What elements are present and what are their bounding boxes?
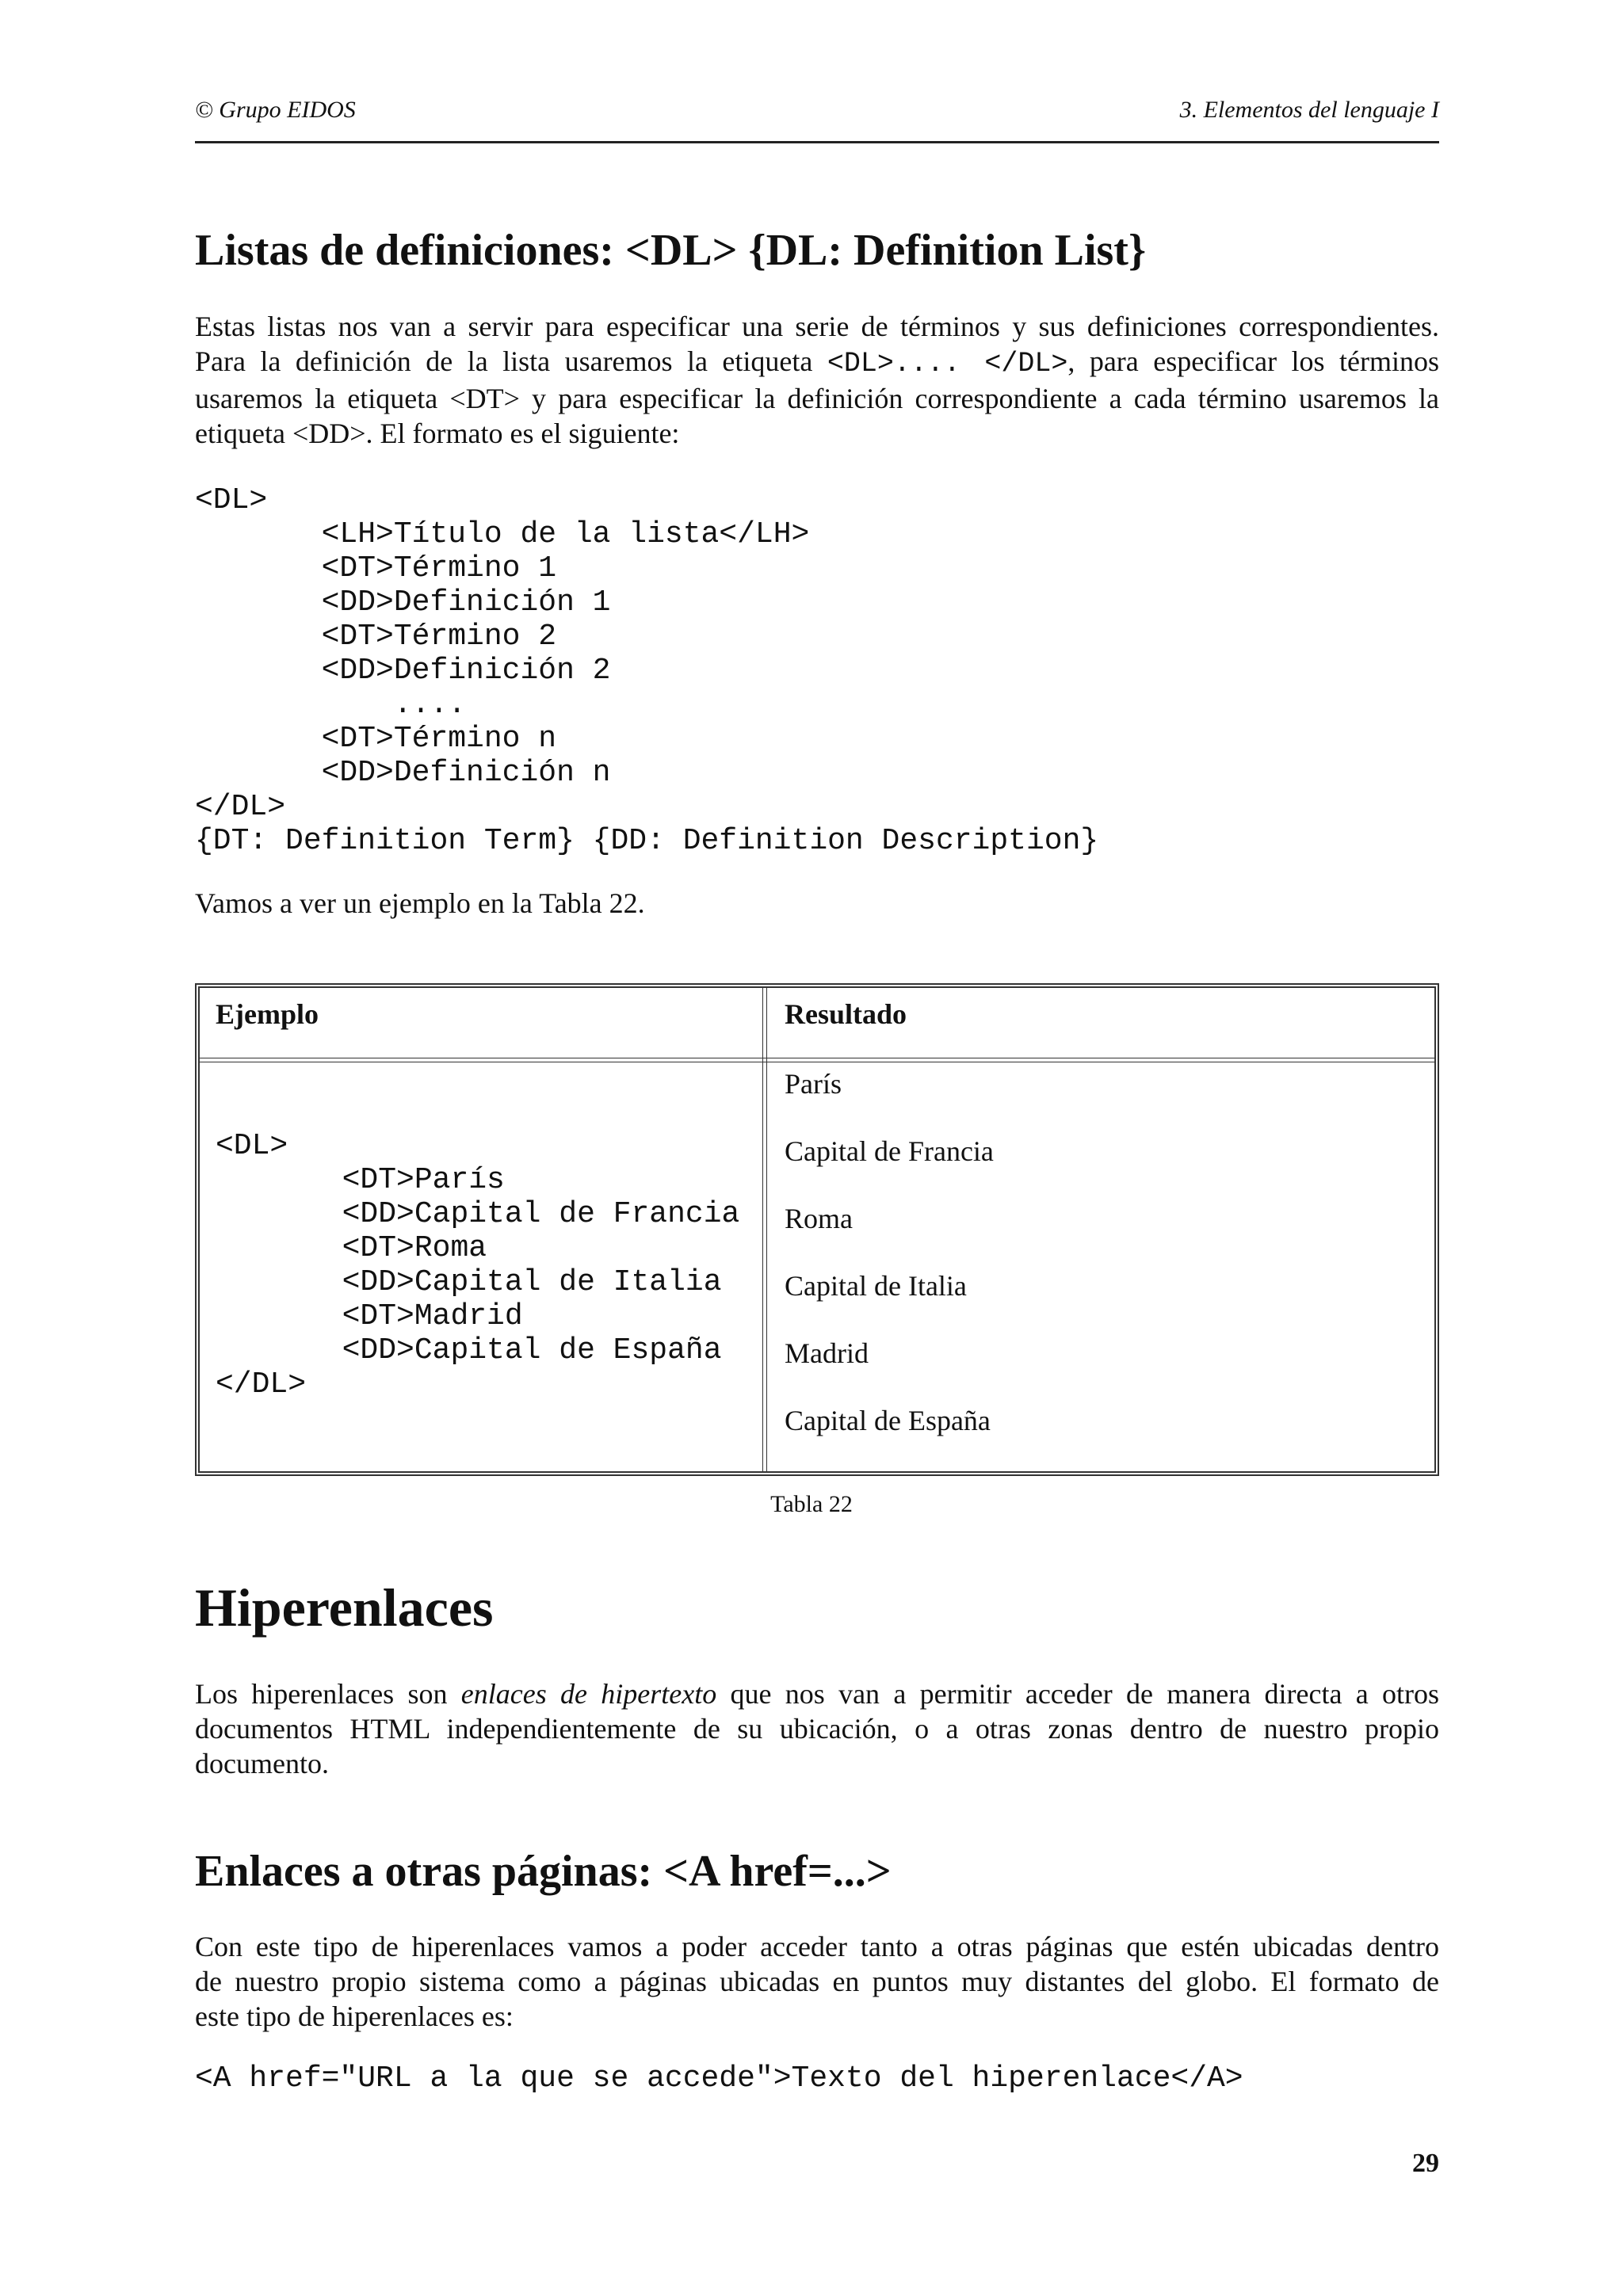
paragraph-text: , para especificar los términos — [1067, 345, 1439, 377]
dl-format-code: <DL> <LH>Título de la lista</LH> <DT>Término 1 <DD>Definición 1 <DT>Término 2 <DD>Definición 2 .... <DT>Término n <DD>Definición n </DL> {DT: Definition Term} {DD: Definition Description} — [195, 483, 1099, 858]
paragraph-line: este tipo de hiperenlaces es: — [195, 2000, 514, 2032]
paragraph-line: Estas listas nos van a servir para especificar una serie de términos y sus definiciones correspondientes. — [195, 311, 1439, 342]
paragraph-text: Para la definición de la lista usaremos la etiqueta — [195, 345, 827, 377]
paragraph-line: etiqueta <DD>. El formato es el siguiente: — [195, 418, 680, 449]
header-chapter: 3. Elementos del lenguaje I — [1179, 97, 1439, 123]
paragraph-line: de nuestro propio sistema como a páginas ubicadas en puntos muy distantes del globo. El formato de — [195, 1966, 1439, 1997]
inline-code: <DL>.... </DL> — [827, 348, 1068, 379]
result-term: París — [785, 1068, 842, 1100]
result-definition: Capital de España — [785, 1405, 991, 1436]
result-definition: Capital de Francia — [785, 1135, 994, 1167]
table-header-example: Ejemplo — [216, 998, 319, 1030]
links-paragraph — [195, 1929, 1439, 2034]
table-example-code: <DL> <DT>París <DD>Capital de Francia <DT>Roma <DD>Capital de Italia <DT>Madrid <DD>Capital de España </DL> — [216, 1129, 740, 1402]
table-result-list — [785, 1067, 994, 1471]
table-caption: Tabla 22 — [770, 1491, 853, 1517]
paragraph-line: documento. — [195, 1748, 329, 1779]
paragraph-line: usaremos la etiqueta <DT> y para especificar la definición correspondiente a cada término usaremos la — [195, 383, 1439, 414]
paragraph-line — [195, 1676, 1439, 1711]
paragraph-text: que nos van a permitir acceder de manera directa a otros — [716, 1678, 1439, 1710]
example-table — [195, 983, 1439, 1476]
page-number: 29 — [1412, 2149, 1439, 2178]
paragraph-text: Los hiperenlaces son — [195, 1678, 461, 1710]
section-title-hyperlinks: Hiperenlaces — [195, 1577, 494, 1638]
result-term: Roma — [785, 1203, 853, 1234]
table-intro-text — [195, 886, 1439, 921]
page-header — [195, 93, 1439, 143]
section-title-definition-lists: Listas de definiciones: <DL> {DL: Definition List} — [195, 226, 1147, 275]
paragraph-line — [195, 344, 1439, 381]
header-publisher: © Grupo EIDOS — [195, 97, 356, 123]
hyperlinks-paragraph — [195, 1676, 1439, 1781]
paragraph-line: Con este tipo de hiperenlaces vamos a poder acceder tanto a otras páginas que estén ubicadas dentro — [195, 1931, 1439, 1962]
paragraph-line: Vamos a ver un ejemplo en la Tabla 22. — [195, 887, 645, 919]
table-header-result: Resultado — [785, 998, 907, 1030]
paragraph-line: documentos HTML independientemente de su ubicación, o a otras zonas dentro de nuestro propio — [195, 1713, 1439, 1745]
section-title-links-other-pages: Enlaces a otras páginas: <A href=...> — [195, 1847, 892, 1896]
result-definition: Capital de Italia — [785, 1270, 967, 1302]
emphasis-text: enlaces de hipertexto — [460, 1678, 717, 1710]
anchor-format-code: <A href="URL a la que se accede">Texto del hiperenlace</A> — [195, 2061, 1243, 2096]
definition-lists-paragraph — [195, 309, 1439, 451]
result-term: Madrid — [785, 1337, 869, 1369]
table-header-divider — [200, 1058, 1434, 1062]
